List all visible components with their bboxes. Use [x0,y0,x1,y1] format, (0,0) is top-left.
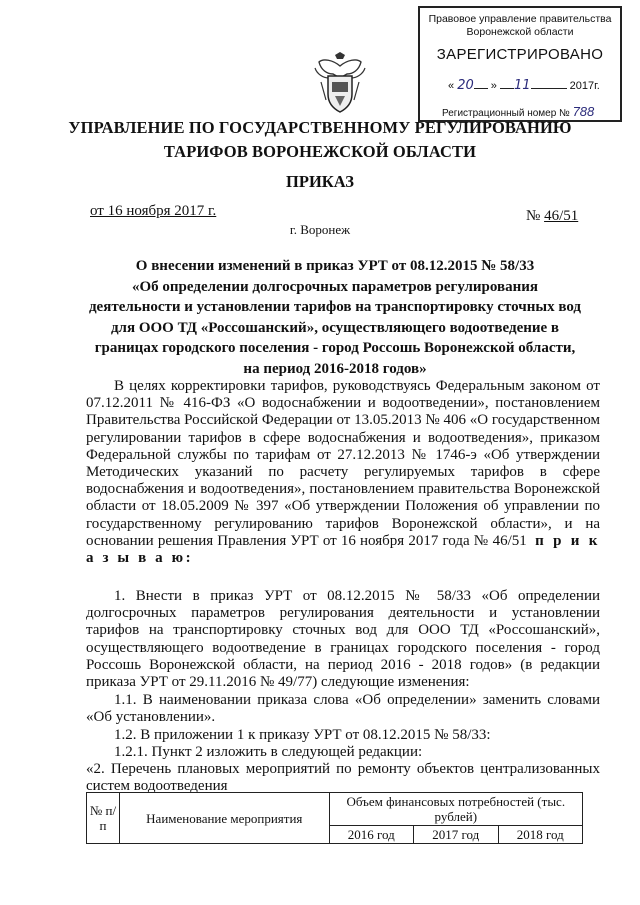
table-header-year: 2017 год [414,826,498,844]
item-1-2-line: 1.2. В приложении 1 к приказу УРТ от 08.12.2015 № 58/33: [114,727,491,743]
stamp-date-month: 11 [513,78,531,93]
measures-table [86,792,583,844]
item-1-1-paragraph [86,692,600,726]
stamp-org [420,13,620,39]
authority-title [0,116,640,164]
table-header-num: № п/п [87,793,120,844]
subject-line2: «Об определении долгосрочных параметров регулирования [132,278,538,295]
item-1-paragraph [86,588,600,691]
subject-line4: для ООО ТД «Россошанский», осуществляющего водоотведение в [110,319,560,336]
stamp-date [448,78,600,93]
coat-of-arms-emblem [313,52,367,114]
stamp-date-close: » [490,80,497,92]
stamp-date-year: 2017г. [569,80,600,92]
item-1-2-1-line: 1.2.1. Пункт 2 изложить в следующей редакции: [114,744,423,760]
quote-heading-text: «2. Перечень плановых мероприятий по ремонту объектов централизованных систем водоотведения [86,761,600,795]
subject-line3: деятельности и установлении тарифов на транспортировку сточных вод [88,299,582,315]
item-1-text: 1. Внести в приказ УРТ от 08.12.2015 № 58/33 «Об определении долгосрочных параметров регулирования деятельности и установлении тарифов на транспортировку сточных вод для ООО ТД «Россошанский», осуществляющего водоотведение в границах городского поселения - город Россошь Воронежской области, на период 2016 - 2018 годов» (в редакции приказа УРТ от 29.11.2016 № 49/77) следующие изменения: [86,588,600,691]
item-1-1-text: 1.1. В наименовании приказа слова «Об определении» заменить словами «Об установлении». [86,692,600,726]
stamp-registered: ЗАРЕГИСТРИРОВАНО [436,46,604,63]
quote-heading [86,761,600,795]
order-number-prefix: № [526,208,541,224]
order-number-value: 46/51 [544,208,579,224]
authority-title-line1: УПРАВЛЕНИЕ ПО ГОСУДАРСТВЕННОМУ РЕГУЛИРОВАНИЮ [68,118,572,137]
subject-line6: на период 2016-2018 годов» [243,360,427,377]
stamp-date-day: 20 [457,78,474,93]
stamp-org-line1: Правовое управление правительства [428,13,612,25]
subject-line1: О внесении изменений в приказ УРТ от 08.12.2015 № 58/33 [135,258,535,274]
stamp-reg-label: Регистрационный номер № [442,108,570,119]
stamp-org-line2: Воронежской области [466,26,574,38]
table-header-name: Наименование мероприятия [120,793,330,844]
table-header-finance: Объем финансовых потребностей (тыс. рублей) [329,793,582,826]
document-type: ПРИКАЗ [286,172,354,191]
preamble-paragraph [86,378,600,567]
order-date: от 16 ноября 2017 г. [90,203,217,219]
registration-stamp [418,6,622,122]
authority-title-line2: ТАРИФОВ ВОРОНЕЖСКОЙ ОБЛАСТИ [163,142,477,161]
order-word: п р и к а з ы в а ю: [86,532,600,567]
city: г. Воронеж [289,222,351,237]
order-subject [70,256,600,379]
table-header-year: 2016 год [329,826,413,844]
preamble-text: В целях корректировки тарифов, руководствуясь Федеральным законом от 07.12.2011 № 416-ФЗ «О водоснабжении и водоотведении», постановлением Правительства Российской Федерации от 13.05.2013 № 406 «О государственном регулировании тарифов в сфере водоснабжения и водоотведения», приказом Федеральной службы по тарифам от 27.12.2013 № 1746-э «Об утверждении Методических указаний по расчету регулируемых тарифов в сфере водоснабжения и водоотведения», постановлением правительства Воронежской области от 18.05.2009 № 397 «Об утверждении Положения об управлении по государственному регулированию тарифов Воронежской области», и на основании решения Правления УРТ от 16 ноября 2017 года № 46/51 [86,378,600,549]
stamp-reg-value: 788 [572,104,595,119]
table-header-year: 2018 год [498,826,583,844]
stamp-date-open: « [448,80,455,92]
subject-line5: границах городского поселения - город Россошь Воронежской области, [94,340,576,356]
